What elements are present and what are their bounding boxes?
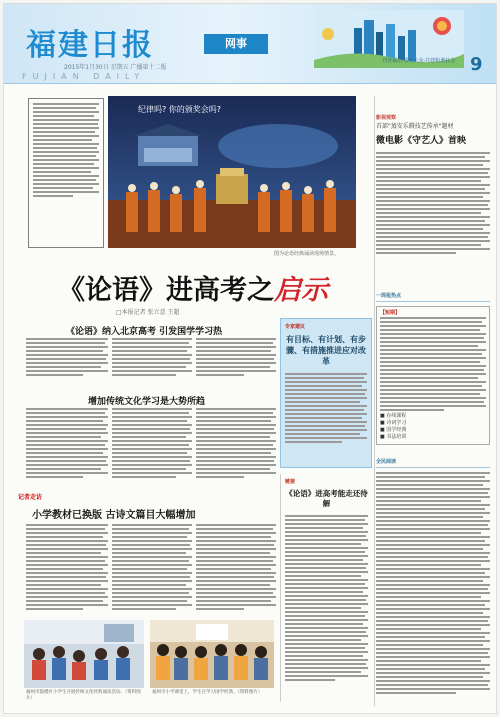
right-kicker: 首部"蒸安乐腾技艺传承"题材 <box>376 123 454 130</box>
photo-caption-1: 福州市鼓楼区小学生开展传统文化经典诵读活动。（资料图片） <box>26 690 141 701</box>
main-photo <box>108 96 356 248</box>
right-section-2 <box>376 292 490 445</box>
text-column <box>112 524 192 612</box>
right-box-text <box>380 317 486 411</box>
text-column <box>112 338 192 378</box>
date-line: 2015年1月30日 星期五 广播第十二版 <box>64 64 167 71</box>
page-number: 9 <box>470 54 483 75</box>
right-column-top <box>376 114 490 256</box>
text-column <box>26 524 108 612</box>
right-section-3 <box>376 458 490 696</box>
right-section-3-title: 全民阅读 <box>376 458 490 468</box>
headline-main: 《论语》进高考之 <box>58 275 274 306</box>
main-photo-caption: 图为论语经典诵读现场情景。 <box>274 251 340 257</box>
subheading-1: 《论语》纳入北京高考 引发国学学习热 <box>66 327 223 337</box>
expert-tag: 专家建议 <box>285 324 306 330</box>
subheading-3: 小学教材已换版 古诗文篇目大幅增加 <box>32 510 196 521</box>
bullet-item: ■ 书法培训 <box>380 434 407 440</box>
link-box <box>280 474 372 702</box>
masthead-title: 福建日报 <box>26 28 154 63</box>
edition-text: FUJIAN DAILY <box>22 72 146 81</box>
link-tag: 链接 <box>285 479 296 485</box>
right-section-label: 影视观察 <box>376 115 397 121</box>
intro-box <box>28 98 104 248</box>
article-headline <box>58 268 328 307</box>
reporter-tag: 记者走访 <box>18 494 43 501</box>
article-byline: □本报记者 张立意 王超 <box>116 309 180 316</box>
right-text <box>376 152 490 254</box>
text-column <box>196 524 276 612</box>
text-column <box>26 408 108 480</box>
photo-banner-text: 纪律吗? 你的颁奖会吗? <box>138 105 222 114</box>
right-box-tag: 【短期】 <box>380 310 401 316</box>
masthead <box>4 4 497 84</box>
section-tag: 网事 <box>204 34 268 54</box>
right-section-3-text <box>376 472 490 694</box>
right-box <box>376 306 490 445</box>
intro-text-lines <box>33 103 99 197</box>
text-column <box>196 408 276 480</box>
classroom-photo-1 <box>24 620 144 688</box>
text-column <box>26 338 108 378</box>
expert-heading: 有目标、有计划、有步骤、有措施推进应对改革 <box>286 335 366 366</box>
headline-accent: 启示 <box>274 275 328 306</box>
children-reading-image <box>24 620 144 688</box>
text-column <box>196 338 276 378</box>
expert-box <box>280 318 372 468</box>
right-headline: 微电影《守艺人》首映 <box>376 136 467 146</box>
classroom-photo-2 <box>150 620 274 688</box>
bullet-item: ■ 国学经典 <box>380 427 407 433</box>
classroom-image <box>150 620 274 688</box>
expert-text <box>285 373 367 443</box>
column-divider <box>374 96 375 706</box>
masthead-side-text: 刊登诚信·服务大众·共建和谐社会 <box>382 58 456 64</box>
right-section-2-title: 一周报热点 <box>376 292 490 302</box>
bullet-item: ■ 诗词学习 <box>380 420 407 426</box>
photo-caption-2: 福州市小学课堂上，学生在学习国学经典。（资料图片） <box>152 690 263 695</box>
bullet-item: ■ 在线课程 <box>380 413 407 419</box>
newspaper-page <box>3 3 497 714</box>
link-text <box>285 515 368 681</box>
subheading-2: 增加传统文化学习是大势所趋 <box>88 397 206 407</box>
link-heading: 《论语》进高考能走还待解 <box>285 489 368 508</box>
stage-performance-image <box>108 96 356 248</box>
text-column <box>112 408 192 480</box>
